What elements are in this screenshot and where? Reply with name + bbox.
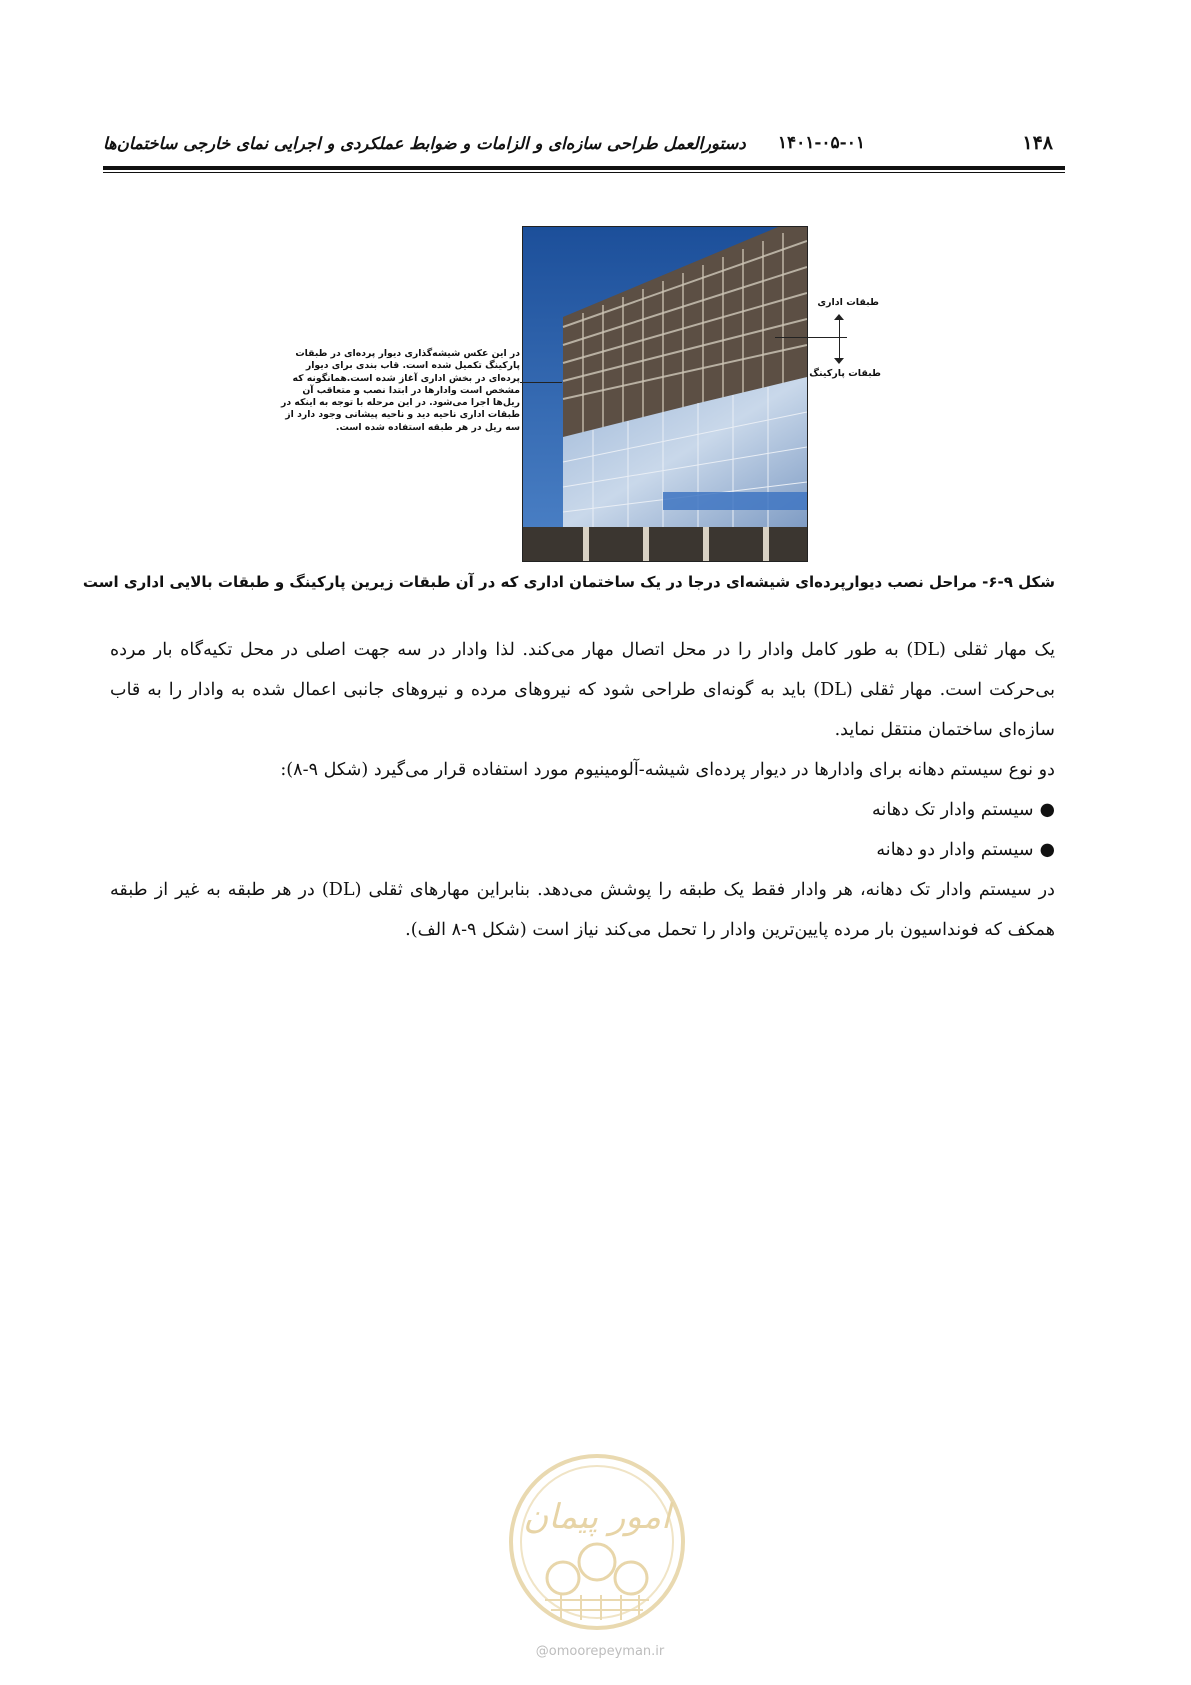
arrow-up-icon [834,314,844,320]
header-date: ۱۴۰۱-۰۵-۰۱ [777,133,865,153]
annotation-leader-left [520,382,562,383]
figure-caption: شکل ۹-۶- مراحل نصب دیوارپرده‌ای شیشه‌ای درجا در یک ساختمان اداری که در آن طبقات زیرین پارکینگ و طبقات بالایی اداری است [82,573,1055,591]
floor-divider-arrow [839,318,840,360]
figure-annotation-left: در این عکس شیشه‌گذاری دیوار پرده‌ای در طبقات پارکینگ تکمیل شده است. قاب بندی برای دیوار پرده‌ای در بخش اداری آغاز شده است.همانگونه که مشخص است وادارها در ابتدا نصب و متعاقب آن ریل‌ها اجرا می‌شود. در این مرحله با توجه به اینکه در طبقات اداری ناحیه دید و ناحیه پیشانی وجود دارد از سه ریل در هر طبقه استفاده شده است. [281,348,520,433]
paragraph: دو نوع سیستم دهانه برای وادارها در دیوار پرده‌ای شیشه-آلومینیوم مورد استفاده قرار می‌گیرد (شکل ۹-۸): [280,760,1055,780]
bullet-icon: ● [1039,840,1055,860]
page-number: ۱۴۸ [1022,132,1053,154]
body-text [110,630,1055,950]
paragraph: در سیستم وادار تک دهانه، هر وادار فقط یک طبقه را پوشش می‌دهد. بنابراین مهارهای ثقلی (DL) در هر طبقه به غیر از طبقه همکف که فونداسیون بار مرده پایین‌ترین وادار را تحمل می‌کند نیاز است (شکل ۹-۸ الف). [110,880,1055,940]
curtain-wall-photo [522,226,808,562]
list-item-text: سیستم وادار دو دهانه [876,840,1034,860]
seal-icon [505,1450,689,1634]
header-rule-thin [103,172,1065,173]
watermark-logo [505,1450,689,1634]
paragraph: یک مهار ثقلی (DL) به طور کامل وادار را در محل اتصال مهار می‌کند. لذا وادار در سه جهت اصلی در محل تکیه‌گاه بار مرده بی‌حرکت است. مهار ثقلی (DL) باید به گونه‌ای طراحی شود که نیروهای مرده و نیروهای جانبی اعمال شده به وادار را به قاب سازه‌ای ساختمان منتقل نماید. [110,640,1055,740]
list-item [110,790,1055,830]
header-rule-thick [103,166,1065,170]
building-illustration [523,227,807,561]
figure-label-parking-floors: طبقات پارکینگ [809,368,881,379]
bullet-list [110,790,1055,870]
watermark-url: @omoorepeyman.ir [535,1644,665,1659]
list-item [110,830,1055,870]
page-header [103,128,1065,158]
bullet-icon: ● [1039,800,1055,820]
annotation-leader-right [775,337,847,338]
list-item-text: سیستم وادار تک دهانه [872,800,1034,820]
figure-label-office-floors: طبقات اداری [817,297,879,308]
logo-lettering: امور پیمان [523,1497,671,1537]
arrow-down-icon [834,358,844,364]
document-title: دستورالعمل طراحی سازه‌ای و الزامات و ضوابط عملکردی و اجرایی نمای خارجی ساختمان‌ها [103,134,746,153]
